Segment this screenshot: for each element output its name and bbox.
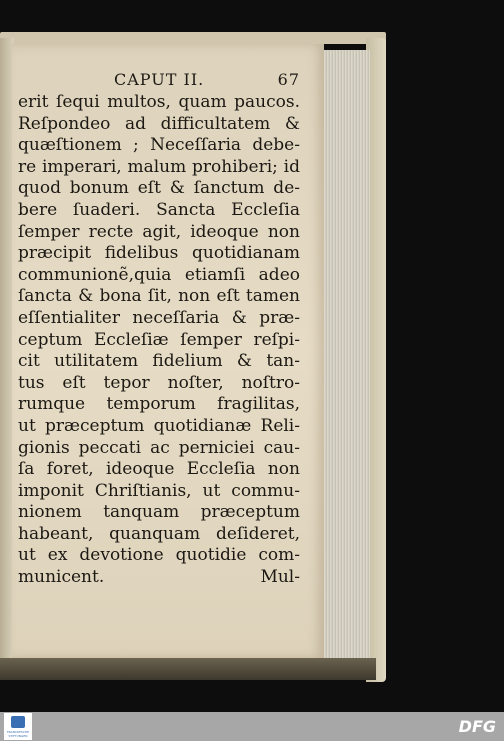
text-line: ceptum Eccleſiæ ſemper reſpi- bbox=[18, 329, 300, 350]
text-line: habeant, quanquam deſideret, bbox=[18, 523, 300, 544]
text-line: bere ſuaderi. Sancta Eccleſia bbox=[18, 199, 300, 220]
viewer-footer bbox=[0, 712, 504, 741]
dfg-logo[interactable]: DFG bbox=[458, 717, 496, 736]
text-line: tus eſt tepor noſter, noſtro- bbox=[18, 372, 300, 393]
text-line: quod bonum eſt & ſanctum de- bbox=[18, 178, 300, 199]
text-line: communionẽ,quia etiamſi adeo bbox=[18, 264, 300, 285]
running-title: CAPUT II. bbox=[114, 70, 205, 89]
text-line: ut ex devotione quotidie com- bbox=[18, 545, 300, 566]
text-line: erit ſequi multos, quam paucos. bbox=[18, 92, 300, 112]
book-cover-top bbox=[0, 32, 386, 44]
logo-icon bbox=[11, 716, 25, 728]
text-line: re imperari, malum prohiberi; id bbox=[18, 156, 300, 177]
text-line: præcipit fidelibus quotidianam bbox=[18, 243, 300, 264]
running-header bbox=[110, 70, 300, 92]
text-line: nionem tanquam præceptum bbox=[18, 502, 300, 523]
page-edges bbox=[322, 50, 370, 662]
book-cover-bottom bbox=[0, 658, 376, 680]
text-line: imponit Chriſtianis, ut commu- bbox=[18, 480, 300, 501]
franckesche-stiftungen-logo[interactable] bbox=[4, 713, 32, 740]
text-line: rumque temporum fragilitas, bbox=[18, 394, 300, 415]
text-line: ſa foret, ideoque Eccleſia non bbox=[18, 459, 300, 480]
text-line-last bbox=[18, 567, 300, 589]
last-line-text: municent. bbox=[18, 567, 105, 588]
text-line: Reſpondeo ad difficultatem & bbox=[18, 113, 300, 134]
catchword: Mul- bbox=[260, 567, 300, 588]
text-line: ut præceptum quotidianæ Reli- bbox=[18, 415, 300, 436]
page-number: 67 bbox=[277, 70, 300, 89]
text-line: gionis peccati ac perniciei cau- bbox=[18, 437, 300, 458]
text-line: eſſentialiter neceſſaria & præ- bbox=[18, 307, 300, 328]
logo-text: FRANCKESCHE STIFTUNGEN bbox=[6, 730, 30, 738]
text-line: ſancta & bona ſit, non eſt tamen bbox=[18, 286, 300, 307]
text-line: cit utilitatem fidelium & tan- bbox=[18, 351, 300, 372]
text-line: quæſtionem ; Neceſſaria debe- bbox=[18, 135, 300, 156]
text-line: ſemper recte agit, ideoque non bbox=[18, 221, 300, 242]
page-text bbox=[18, 92, 300, 589]
